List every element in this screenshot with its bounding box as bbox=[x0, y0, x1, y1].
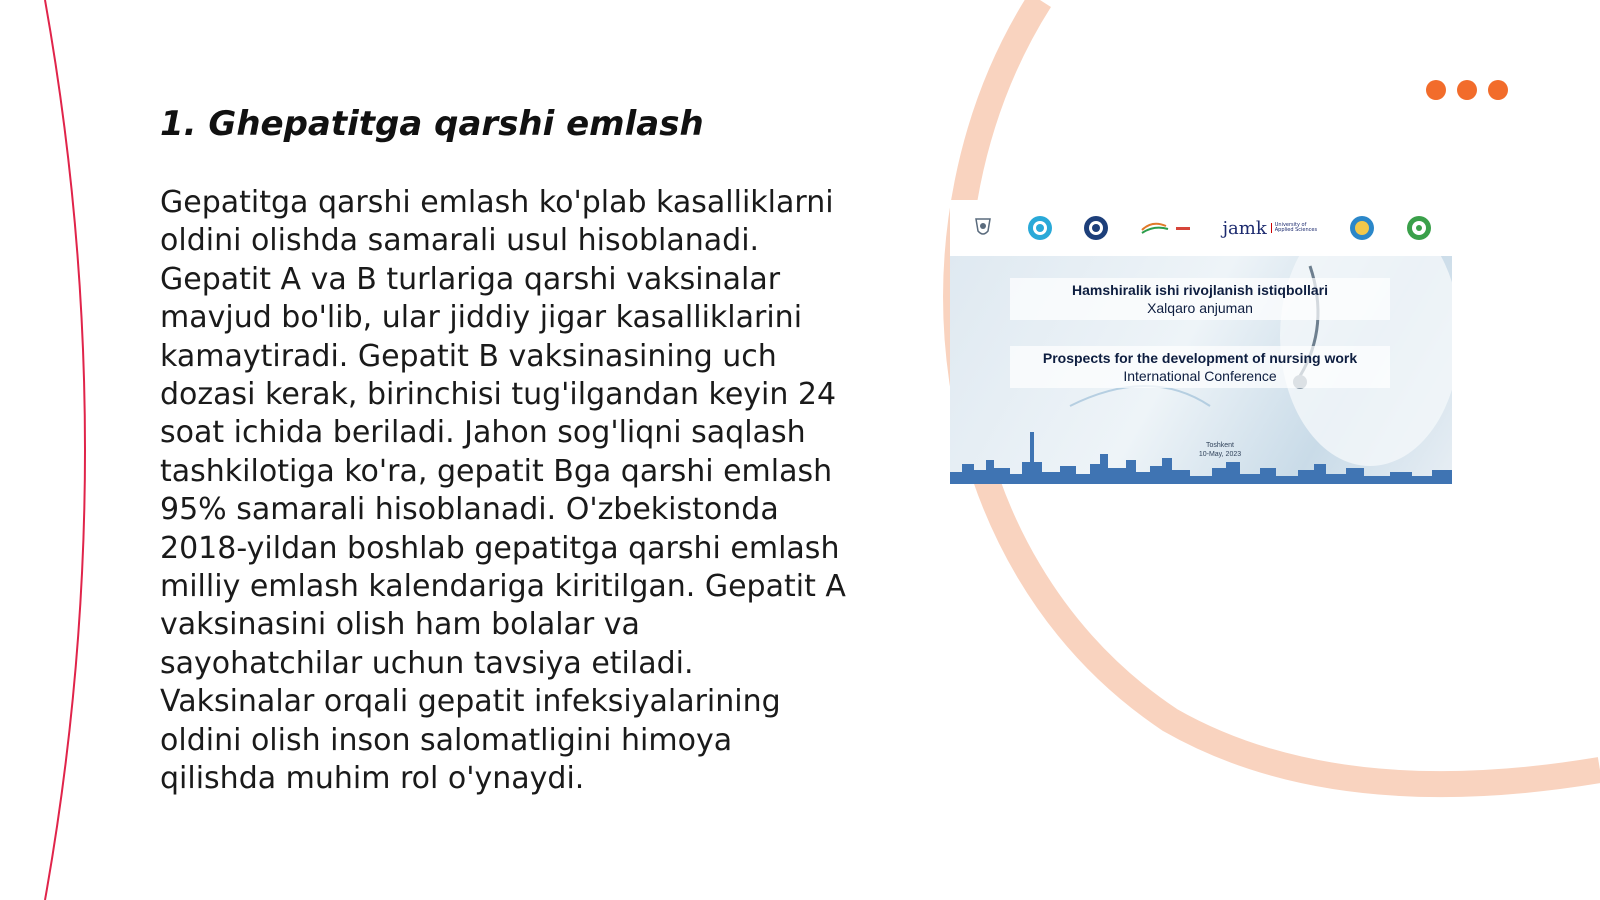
emblem-logo-icon bbox=[970, 215, 996, 241]
banner-date: 10-May, 2023 bbox=[1198, 451, 1242, 458]
banner-title-uz: Hamshiralik ishi rivojlanish istiqbollari bbox=[1072, 282, 1328, 298]
logos-row bbox=[950, 200, 1452, 256]
banner-place: Toshkent bbox=[1205, 442, 1235, 449]
menu-dots bbox=[1426, 80, 1508, 100]
jamk-logo-subtext: University of Applied Sciences bbox=[1271, 223, 1319, 233]
banner-title-box-uz bbox=[1010, 278, 1390, 320]
jamk-logo bbox=[1222, 218, 1318, 239]
dot-icon bbox=[1426, 80, 1446, 100]
left-curve-line bbox=[45, 0, 85, 900]
ministry-logo-icon bbox=[1140, 220, 1192, 236]
slide-body-text: Gepatitga qarshi emlash ko'plab kasalliklarni oldini olishda samarali usul hisoblanadi. Gepatit A va B turlariga qarshi vaksinalar mavjud bo'lib, ular jiddiy jigar kasalliklarini kamaytiradi. Gepatit B vaksinasining uch dozasi kerak, birinchisi tug'ilgandan keyin 24 soat ichida beriladi. Jahon sog'liqni saqlash tashkilotiga ko'ra, gepatit Bga qarshi emlash 95% samarali hisoblanadi. O'zbekistonda 2018-yildan boshlab gepatitga qarshi emlash milliy emlash kalendariga kiritilgan. Gepatit A vaksinasini olish ham bolalar va sayohatchilar uchun tavsiya etiladi. Vaksinalar orqali gepatit infeksiyalarining oldini olish inson salomatligini himoya qilishda muhim rol o'ynaydi. bbox=[160, 185, 846, 797]
institute-logo-icon bbox=[1083, 215, 1109, 241]
banner-subtitle-uz: Xalqaro anjuman bbox=[1147, 300, 1253, 316]
dot-icon bbox=[1457, 80, 1477, 100]
slide-title: 1. Ghepatitga qarshi emlash bbox=[160, 104, 704, 144]
dot-icon bbox=[1488, 80, 1508, 100]
conference-banner bbox=[950, 256, 1452, 484]
jamk-logo-text: jamk bbox=[1222, 217, 1267, 239]
association-logo-icon bbox=[1406, 215, 1432, 241]
city-skyline-icon bbox=[950, 424, 1452, 484]
university-logo-icon bbox=[1027, 215, 1053, 241]
conference-image bbox=[950, 200, 1452, 484]
banner-title-box-en bbox=[1010, 346, 1390, 388]
college-logo-icon bbox=[1349, 215, 1375, 241]
banner-subtitle-en: International Conference bbox=[1123, 368, 1277, 384]
banner-title-en: Prospects for the development of nursing work bbox=[1042, 350, 1358, 366]
